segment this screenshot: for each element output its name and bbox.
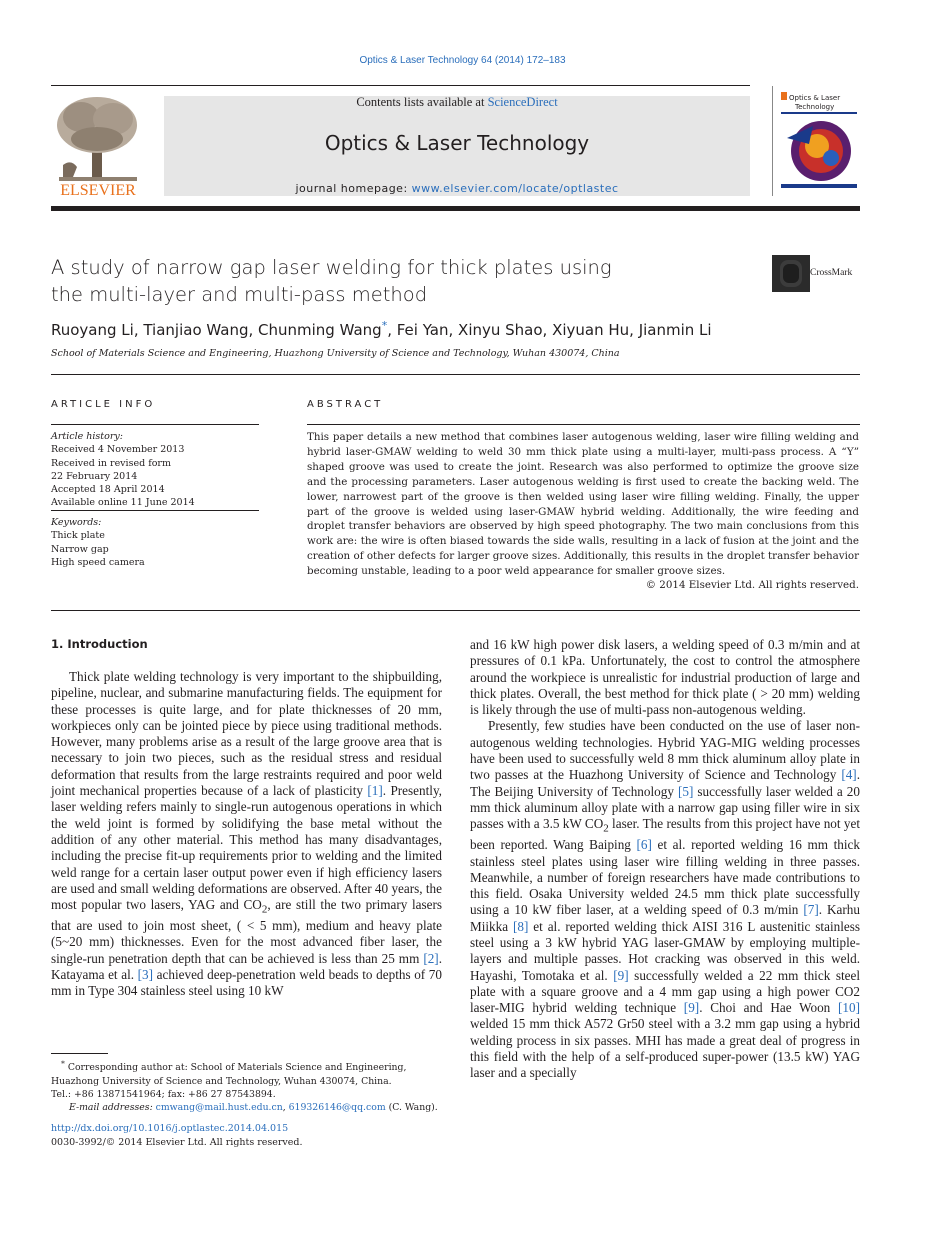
citation-link[interactable]: [1] <box>367 783 383 799</box>
intro-paragraph: and 16 kW high power disk lasers, a welding speed of 0.3 m/min and at pressures of 0.1 kPa. Unfortunately, the cost to control the atmosphere around the workpiece is unrealistic for industrial production of large and thick plates. Overall, the best method for thick plate ( > 20 mm) welding is likely through the use of multi-pass non-autogenous welding. <box>470 637 860 718</box>
svg-text:Technology: Technology <box>795 103 835 111</box>
citation-link[interactable]: [2] <box>423 950 439 966</box>
article-info-heading: ARTICLE INFO <box>51 399 156 410</box>
citation-link[interactable]: [9] <box>683 1000 700 1016</box>
header-rule <box>51 85 750 86</box>
footnote-rule <box>51 1053 108 1054</box>
corresponding-author-footnote: * Corresponding author at: School of Materials Science and Engineering, Huazhong University of Science and Technology, Wuhan 430074, China. Tel.: +86 13871541964; fax: +86 27 87543894. E-mail addresses: cmwang@mail.hust.edu.cn, 619326146@qq.com (C. Wang). <box>51 1059 438 1114</box>
crossmark-label: CrossMark <box>810 268 853 278</box>
sciencedirect-link[interactable]: ScienceDirect <box>487 95 558 109</box>
citation-link[interactable]: [3] <box>137 966 154 982</box>
elsevier-tree-icon <box>51 95 146 197</box>
journal-reference[interactable]: Optics & Laser Technology 64 (2014) 172–183 <box>359 55 566 66</box>
article-title <box>51 254 691 308</box>
citation-link[interactable]: [6] <box>636 837 652 853</box>
keyword-item: Thick plate <box>51 530 105 542</box>
header-thick-rule <box>51 206 860 211</box>
journal-homepage: journal homepage: www.elsevier.com/locate/optlastec <box>295 182 619 195</box>
title-line-2: the multi-layer and multi-pass method <box>51 283 428 306</box>
history-item: Accepted 18 April 2014 <box>51 484 165 496</box>
svg-text:Optics & Laser: Optics & Laser <box>789 94 841 102</box>
svg-text:ELSEVIER: ELSEVIER <box>60 182 136 197</box>
doi-link[interactable]: http://dx.doi.org/10.1016/j.optlastec.2014.04.015 <box>51 1123 289 1134</box>
journal-cover <box>772 86 861 196</box>
keyword-item: Narrow gap <box>51 543 109 555</box>
divider <box>51 610 860 611</box>
left-column <box>51 669 442 1000</box>
right-column <box>470 637 860 1082</box>
crossmark-icon <box>772 255 812 292</box>
history-item: Available online 11 June 2014 <box>51 497 195 509</box>
contents-availability: Contents lists available at ScienceDirect <box>356 95 558 109</box>
intro-paragraph: Presently, few studies have been conducted on the use of laser non-autogenous welding technologies. Hybrid YAG-MIG welding processes have been used to successfully weld 8 mm thick aluminum alloy plate in two passes at the Huazhong University of Science and Technology [4]. The Beijing University of Technology [5] successfully laser welded a 20 mm thick aluminum alloy plate with a narrow gap using filler wire in six passes with a 3.5 kW $CO_2$ laser. The results from this project have not yet been reported. Wang Baiping [6] et al. reported welding 16 mm thick stainless steel plates using laser wire filling welding in three passes. Meanwhile, a number of foreign researchers have made contributions to this field. Osaka University welded 24.5 mm thick plate successfully using a 10 kW fiber laser, at a welding speed of 0.3 m/min [7]. Karhu Miikka [8] et al. reported welding thick AISI 316 L austenitic stainless steel using a 3 kW hybrid YAG laser-GMAW by employing multiple-layers and multiple passes. Hot cracking was observed in this weld. Hayashi, Tomotaka et al. [9] successfully welded a 22 mm thick steel plate with a square groove and a 4 mm gap using a high power CO2 laser-MIG hybrid welding technique [9]. Choi and Hae Woon [10] welded 15 mm thick A572 Gr50 steel with a 3.2 mm gap using a hybrid welding process in six passes. MHI has made a great deal of progress in this field with the help of a self-produced super-power (13.5 kW) YAG laser and a specially <box>470 718 861 1081</box>
divider <box>51 510 259 511</box>
divider <box>51 424 259 425</box>
history-item: Received 4 November 2013 <box>51 444 185 456</box>
email-link[interactable]: cmwang@mail.hust.edu.cn <box>155 1102 283 1114</box>
citation-link[interactable]: [9] <box>613 967 629 983</box>
author-list: Ruoyang Li, Tianjiao Wang, Chunming Wang*, Fei Yan, Xinyu Shao, Xiyuan Hu, Jianmin Li <box>51 319 712 339</box>
email-link[interactable]: 619326146@qq.com <box>288 1102 386 1114</box>
citation-link[interactable]: [5] <box>677 783 694 799</box>
history-label: Article history: <box>51 431 123 442</box>
article-history <box>51 430 261 510</box>
citation-link[interactable]: [7] <box>803 902 819 918</box>
journal-name: Optics & Laser Technology <box>324 131 590 155</box>
history-item: 22 February 2014 <box>51 470 138 482</box>
section-heading-introduction: 1. Introduction <box>51 637 148 651</box>
citation-link[interactable]: [4] <box>841 767 857 783</box>
divider <box>51 374 860 375</box>
citation-link[interactable]: [10] <box>838 1000 861 1016</box>
abstract-text: This paper details a new method that combines laser autogenous welding, laser wire filling welding and hybrid laser-GMAW welding to weld 30 mm thick plate using a multi-layer, multi-pass process. A “Y” shaped groove was used to create the joint. Research was also performed to optimize the groove size and the processing parameters. Laser autogenous welding is first used to create the backing weld. The lower, narrowest part of the groove is then welded using laser wire filling welding. Finally, the upper part of the groove is welded using laser-GMAW hybrid welding. Additionally, the wire feeding and droplet transfer behaviors are observed by high speed photography. The two main conclusions from this work are: the wire is often biased towards the side walls, resulting in a lack of fusion at the joint and the creation of other defects for larger groove sizes. Additionally, this results in the droplet transfer behavior becoming unstable, leading to a poor weld appearance for smaller groove sizes. <box>307 431 859 578</box>
elsevier-logo <box>51 95 146 197</box>
keywords-label: Keywords: <box>51 517 102 528</box>
intro-paragraph: Thick plate welding technology is very important to the shipbuilding, pipeline, nuclear, and submarine manufacturing fields. The equipment for these processes is quite large, and for plate thicknesses of 20 mm, workpieces only can be jointed piece by piece using traditional methods. However, many problems arise as a result of the large groove area that is necessary to join two pieces, such as the residual stress and residual deformation that results from the large restraints required and poor weld joint mechanical properties because of a lack of plasticity [1]. Presently, laser welding refers mainly to single-run autogenous operations in which the weld joint is formed by solidifying the base metal without the addition of any other material. This method has many disadvantages, including the precise fit-up requirements prior to welding and the limited weld range for a certain laser output power even if high efficiency lasers are used and small welding deformations are observed. After 40 years, the most popular two lasers, YAG and $CO_2$, are still the two primary lasers that are used to join most sheet, ( < 5 mm), medium and heavy plate (5~20 mm) thicknesses. Even for the most advanced fiber laser, the single-run penetration depth that can be achieved is less than 25 mm [2]. Katayama et al. [3] achieved deep-penetration weld beads to depths of 70 mm in Type 304 stainless steel using 10 kW <box>51 669 442 999</box>
journal-cover-image <box>773 86 861 196</box>
homepage-link[interactable]: www.elsevier.com/locate/optlastec <box>411 182 619 195</box>
citation-link[interactable]: [8] <box>513 918 529 934</box>
title-line-1: A study of narrow gap laser welding for thick plates using <box>51 256 612 279</box>
divider <box>307 424 860 425</box>
abstract-heading: ABSTRACT <box>307 399 384 410</box>
keywords <box>51 516 261 569</box>
corresponding-author-mark[interactable]: * <box>381 319 388 332</box>
affiliation: School of Materials Science and Engineering, Huazhong University of Science and Technology, Wuhan 430074, China <box>51 348 620 359</box>
issn-copyright: 0030-3992/© 2014 Elsevier Ltd. All rights reserved. <box>51 1137 303 1148</box>
history-item: Received in revised form <box>51 457 171 469</box>
abstract-copyright: © 2014 Elsevier Ltd. All rights reserved. <box>645 579 859 591</box>
keyword-item: High speed camera <box>51 556 145 568</box>
crossmark-badge[interactable] <box>772 255 862 292</box>
